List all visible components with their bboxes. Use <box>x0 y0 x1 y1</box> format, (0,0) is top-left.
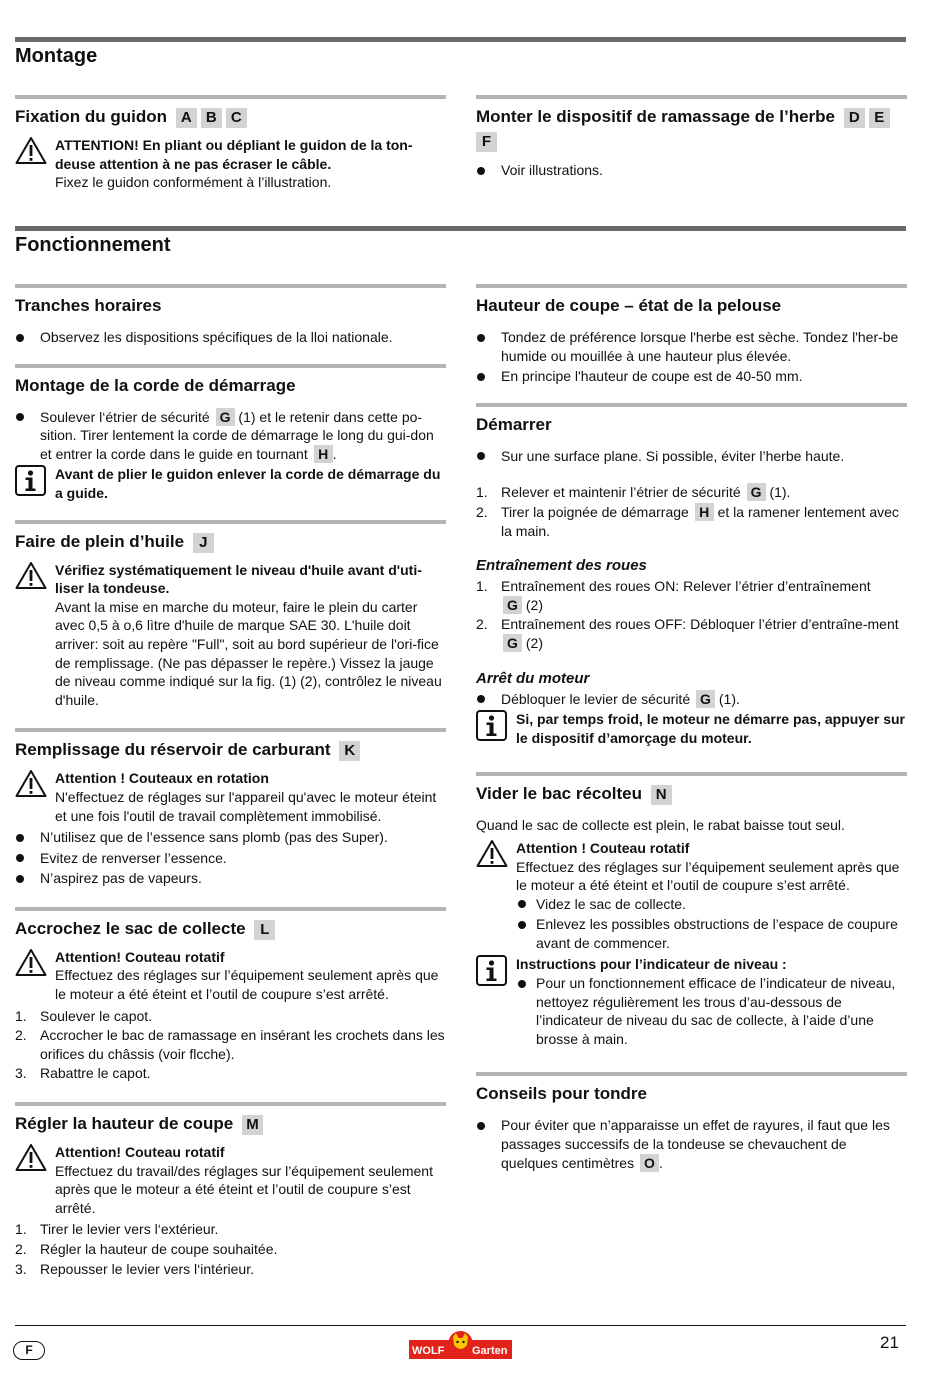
warning-bold-text: Attention ! Couteau rotatif <box>516 839 690 856</box>
warning-icon <box>15 948 47 982</box>
section-title-montage: Montage <box>15 45 98 67</box>
title-text: Remplissage du réservoir de carburant <box>15 740 331 760</box>
step-number: 1. <box>476 484 488 501</box>
text: Débloquer le levier de sécurité <box>501 690 691 707</box>
warning-note <box>15 769 446 825</box>
warning-bold-text: Vérifiez systématiquement le niveau d'huile avant d'uti-liser la tondeuse. <box>55 561 422 597</box>
step-text: Entraînement des roues ON: Relever l’étrier d’entraînement <box>501 578 871 595</box>
title-text: Fixation du guidon <box>15 107 168 126</box>
info-note <box>15 465 446 502</box>
text: . <box>658 1154 663 1171</box>
warning-icon <box>15 769 47 803</box>
warning-icon <box>476 839 508 873</box>
text: (1) et le retenir dans cette po-sition. Tirer lentement la corde de démarrage le long du gui-don et entrer la corde dans le guide en tournant <box>40 408 434 462</box>
text: Pour éviter que n’apparaisse un effet de rayures, il faut que les passages successifs de la tondeuse se chevauchent de quelques centimètres <box>501 1117 890 1171</box>
bullet-item <box>476 1116 907 1172</box>
subsection-title <box>15 105 446 129</box>
column-left <box>15 284 446 1279</box>
step-number: 2. <box>15 1241 27 1257</box>
info-icon <box>476 955 507 991</box>
logo-text-wolf: WOLF <box>412 1345 445 1357</box>
figure-badge: O <box>640 1154 659 1172</box>
warning-note <box>15 136 446 192</box>
step-text: Régler la hauteur de coupe souhaitée. <box>40 1241 278 1257</box>
figure-badge: D <box>844 108 865 128</box>
warning-text: Effectuez du travail/des réglages sur l’équipement seulement après que le moteur a été éteint et l’outil de coupure s’est arrêté. <box>55 1162 433 1216</box>
figure-badge: M <box>242 1115 263 1135</box>
subsection-conseils-tondre <box>476 1072 907 1172</box>
wolf-garten-logo <box>409 1330 512 1360</box>
numbered-step <box>15 1220 446 1239</box>
bullet-item: Enlevez les possibles obstructions de l’espace de coupure avant de commencer. <box>516 915 907 952</box>
bullet-item: Voir illustrations. <box>476 161 907 180</box>
figure-badge: F <box>476 132 497 152</box>
subsection-title <box>15 1112 446 1136</box>
warning-text: Effectuez des réglages sur l’équipement seulement après que le moteur a été éteint et l’outil de coupure s’est arrêté. <box>516 858 900 894</box>
info-bold-text: Instructions pour l’indicateur de niveau : <box>516 956 787 973</box>
step-text: Accrocher le bac de ramassage en insérant les crochets dans les orifices du châssis (voir flcche). <box>40 1027 445 1062</box>
warning-bold-text: Attention! Couteau rotatif <box>55 1144 225 1161</box>
warning-bold-text: Attention ! Couteaux en rotation <box>55 770 269 787</box>
numbered-step <box>476 615 907 652</box>
subsection-hauteur-pelouse <box>476 284 907 386</box>
bullet-item: Videz le sac de collecte. <box>516 895 907 914</box>
subsection-title: Montage de la corde de démarrage <box>15 375 296 395</box>
subheading-entrainement-roues: Entraînement des roues <box>476 557 647 575</box>
subsection-title <box>15 530 446 554</box>
warning-text: N'effectuez de réglages sur l'appareil qu'avec le moteur éteint et une fois l'outil de travail complètement immobilisé. <box>55 788 437 824</box>
title-text: Faire de plein d’huile <box>15 531 185 551</box>
subsection-reservoir-carburant <box>15 728 446 888</box>
subsection-rule <box>476 284 907 288</box>
bullet-item: En principe l'hauteur de coupe est de 40-50 mm. <box>476 367 907 386</box>
step-number: 2. <box>476 616 488 633</box>
figure-badge: B <box>201 108 222 128</box>
section-rule <box>15 226 906 231</box>
footer-rule <box>15 1325 906 1326</box>
language-badge: F <box>13 1341 45 1360</box>
subsection-title: Hauteur de coupe – état de la pelouse <box>476 296 782 315</box>
figure-badge: K <box>339 741 360 761</box>
info-bold-text: Si, par temps froid, le moteur ne démarre pas, appuyer sur le dispositif d’amorçage du moteur. <box>516 711 906 746</box>
figure-badge: L <box>254 920 275 940</box>
subsection-tranches-horaires <box>15 284 446 347</box>
step-number: 3. <box>15 1065 27 1082</box>
warning-note <box>476 839 907 953</box>
warning-note <box>15 948 446 1004</box>
figure-badge: A <box>176 108 197 128</box>
subsection-plein-huile <box>15 520 446 710</box>
subsection-rule <box>15 728 446 732</box>
intro-text: Quand le sac de collecte est plein, le rabat baisse tout seul. <box>476 817 845 834</box>
step-number: 3. <box>15 1260 27 1277</box>
warning-icon <box>15 1143 47 1177</box>
info-note <box>476 710 907 747</box>
subsection-rule <box>476 772 907 776</box>
step-text: Repousser le levier vers l‘intérieur. <box>40 1260 254 1277</box>
subheading-arret-moteur: Arrêt du moteur <box>476 669 590 687</box>
subsection-rule <box>15 520 446 524</box>
subsection-ramassage <box>476 95 907 180</box>
title-text: Monter le dispositif de ramassage de l’herbe <box>476 107 835 126</box>
numbered-step <box>15 1260 446 1279</box>
column-left-montage <box>15 95 446 195</box>
bullet-item: Tondez de préférence lorsque l'herbe est sèche. Tondez l'her-be humide ou mouillée à une hauteur plus élevée. <box>476 328 907 365</box>
bullet-item <box>476 690 907 709</box>
subsection-rule <box>476 1072 907 1076</box>
subsection-rule <box>15 284 446 288</box>
bullet-item: N’aspirez pas de vapeurs. <box>15 869 446 888</box>
subsection-title <box>15 738 446 762</box>
warning-text: Effectuez des réglages sur l’équipement seulement après que le moteur a été éteint et l’outil de coupure s’est arrêté. <box>55 967 439 1003</box>
subsection-corde-demarrage <box>15 364 446 503</box>
step-text: (1). <box>769 484 791 501</box>
subsection-regler-hauteur <box>15 1102 446 1278</box>
figure-badge: G <box>696 690 715 708</box>
subsection-title: Conseils pour tondre <box>476 1084 647 1104</box>
step-text: Relever et maintenir l’étrier de sécurité <box>501 484 741 501</box>
numbered-step <box>15 1064 446 1083</box>
bullet-item: Evitez de renverser l’essence. <box>15 849 446 868</box>
logo-text-garten: Garten <box>472 1345 508 1357</box>
subsection-title: Tranches horaires <box>15 296 162 315</box>
text: (1). <box>718 690 740 707</box>
step-text: (2) <box>525 634 544 651</box>
subsection-rule <box>476 95 907 99</box>
column-right-montage <box>476 95 907 182</box>
subsection-rule <box>15 907 446 911</box>
subsection-rule <box>476 403 907 407</box>
subsection-rule <box>15 1102 446 1106</box>
warning-icon <box>15 136 47 170</box>
logo-graphic <box>409 1330 512 1360</box>
warning-note <box>15 1143 446 1217</box>
subsection-rule <box>15 95 446 99</box>
subsection-title <box>15 917 446 941</box>
figure-badge: G <box>216 408 235 426</box>
title-text: Vider le bac récolteu <box>476 784 642 804</box>
numbered-step <box>476 503 907 540</box>
figure-badge: G <box>503 596 522 614</box>
info-bold-text: Avant de plier le guidon enlever la corde de démarrage du a guide. <box>55 466 441 501</box>
text: . <box>332 445 337 462</box>
subsection-vider-bac <box>476 772 907 1048</box>
step-number: 1. <box>15 1221 27 1238</box>
section-rule <box>15 37 906 42</box>
warning-bold-text: ATTENTION! En pliant ou dépliant le guidon de la ton-deuse attention à ne pas écraser le câble. <box>55 137 413 172</box>
figure-badge: H <box>314 445 333 463</box>
subsection-title: Démarrer <box>476 414 552 434</box>
step-text: Entraînement des roues OFF: Débloquer l’étrier d’entraîne-ment <box>501 616 899 633</box>
subsection-fixation-guidon <box>15 95 446 192</box>
step-text: Tirer la poignée de démarrage <box>501 503 689 520</box>
figure-badge: G <box>747 483 766 501</box>
text: Soulever l‘étrier de sécurité <box>40 408 210 425</box>
numbered-step <box>15 1240 446 1259</box>
step-number: 1. <box>15 1007 27 1024</box>
step-number: 1. <box>476 578 488 595</box>
bullet-item: N’utilisez que de l’essence sans plomb (pas des Super). <box>15 828 446 847</box>
figure-badge: N <box>651 785 672 805</box>
step-number: 2. <box>476 503 488 520</box>
warning-text: Avant la mise en marche du moteur, faire le plein du carter avec 0,5 à o,6 lìtre d'huile de marque SAE 30. L'huile doit arriver: soit au repère "Full", soit au bord supérieur de l'ori-fice de remplissage. (Ne pas dépasser le repère.) Vissez la jauge de niveau comme indiqué sur la fig. (1) (2), contrôlez le niveau d'huile. <box>55 598 442 708</box>
info-icon <box>476 710 507 746</box>
figure-badge: G <box>503 634 522 652</box>
step-text: Soulever le capot. <box>40 1007 153 1024</box>
title-text: Accrochez le sac de collecte <box>15 918 246 938</box>
step-number: 2. <box>15 1027 27 1044</box>
warning-icon <box>15 561 47 595</box>
warning-bold-text: Attention! Couteau rotatif <box>55 948 225 965</box>
subsection-title <box>476 782 907 806</box>
column-right <box>476 284 907 1174</box>
page-number: 21 <box>880 1333 899 1352</box>
step-text: Tirer le levier vers l‘extérieur. <box>40 1221 219 1238</box>
info-note <box>476 955 907 1048</box>
figure-badge: E <box>869 108 890 128</box>
bullet-item: Observez les dispositions spécifiques de la lloi nationale. <box>15 328 446 347</box>
section-title-fonctionnement: Fonctionnement <box>15 234 171 256</box>
numbered-step <box>476 483 907 502</box>
warning-text: Fixez le guidon conformément à l’illustration. <box>55 174 332 191</box>
subsection-demarrer <box>476 403 907 748</box>
figure-badge: H <box>695 503 714 521</box>
figure-badge: J <box>193 533 214 553</box>
warning-note <box>15 561 446 710</box>
figure-badge: C <box>226 108 247 128</box>
numbered-step <box>15 1026 446 1063</box>
step-text: Rabattre le capot. <box>40 1065 151 1082</box>
step-text: et la ramener lentement avec la main. <box>501 503 899 539</box>
title-text: Régler la hauteur de coupe <box>15 1114 234 1134</box>
step-text: (2) <box>525 596 544 613</box>
bullet-item: Sur une surface plane. Si possible, éviter l’herbe haute. <box>476 447 907 466</box>
numbered-step <box>476 577 907 614</box>
subsection-title <box>476 105 907 153</box>
bullet-item: Pour un fonctionnement efficace de l’indicateur de niveau, nettoyez régulièrement les trous d’au-dessous de l’indicateur de niveau du sac de collecte, à l’aide d’une brosse à main. <box>516 974 907 1048</box>
numbered-step <box>15 1007 446 1026</box>
subsection-rule <box>15 364 446 368</box>
subsection-sac-collecte <box>15 907 446 1083</box>
info-icon <box>15 465 46 501</box>
bullet-item <box>15 408 446 464</box>
